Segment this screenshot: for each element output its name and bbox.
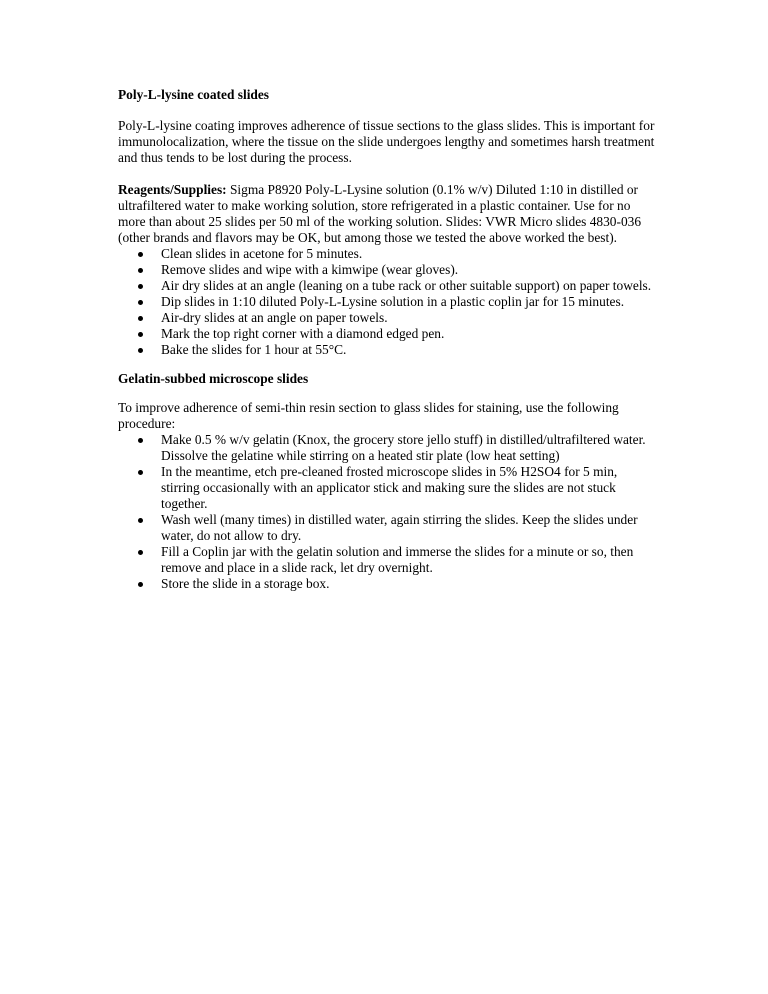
gelatin-steps-list bbox=[118, 432, 658, 592]
list-item-text: Air-dry slides at an angle on paper towels. bbox=[161, 310, 388, 325]
gelatin-intro-paragraph: To improve adherence of semi-thin resin section to glass slides for staining, use the following procedure: bbox=[118, 400, 619, 431]
list-item bbox=[118, 278, 658, 294]
list-item bbox=[118, 432, 658, 464]
list-item bbox=[118, 310, 658, 326]
list-item bbox=[118, 544, 658, 576]
bullet-icon bbox=[138, 252, 143, 257]
reagents-label: Reagents/Supplies: bbox=[118, 182, 227, 197]
list-item-text: Fill a Coplin jar with the gelatin solution and immerse the slides for a minute or so, then remove and place in a slide rack, let dry overnight. bbox=[161, 544, 634, 575]
list-item-text: In the meantime, etch pre-cleaned frosted microscope slides in 5% H2SO4 for 5 min, stirring occasionally with an applicator stick and making sure the slides are not stuck together. bbox=[161, 464, 618, 511]
list-item bbox=[118, 294, 658, 310]
bullet-icon bbox=[138, 284, 143, 289]
poly-l-lysine-intro-paragraph: Poly-L-lysine coating improves adherence of tissue sections to the glass slides. This is important for immunolocalization, where the tissue on the slide undergoes lengthy and sometimes harsh treatment and thus tends to be lost during the process. bbox=[118, 118, 655, 165]
bullet-icon bbox=[138, 348, 143, 353]
list-item bbox=[118, 326, 658, 342]
reagents-paragraph bbox=[118, 182, 658, 246]
list-item-text: Bake the slides for 1 hour at 55°C. bbox=[161, 342, 347, 357]
document-page bbox=[118, 84, 658, 592]
bullet-icon bbox=[138, 316, 143, 321]
list-item-text: Clean slides in acetone for 5 minutes. bbox=[161, 246, 363, 261]
list-item-text: Wash well (many times) in distilled water, again stirring the slides. Keep the slides under water, do not allow to dry. bbox=[161, 512, 638, 543]
bullet-icon bbox=[138, 438, 143, 443]
bullet-icon bbox=[138, 518, 143, 523]
list-item-text: Air dry slides at an angle (leaning on a tube rack or other suitable support) on paper towels. bbox=[161, 278, 652, 293]
list-item-text: Remove slides and wipe with a kimwipe (wear gloves). bbox=[161, 262, 459, 277]
bullet-icon bbox=[138, 332, 143, 337]
list-item bbox=[118, 262, 658, 278]
list-item bbox=[118, 342, 658, 358]
list-item bbox=[118, 512, 658, 544]
bullet-icon bbox=[138, 550, 143, 555]
list-item bbox=[118, 246, 658, 262]
bullet-icon bbox=[138, 268, 143, 273]
list-item-text: Make 0.5 % w/v gelatin (Knox, the grocery store jello stuff) in distilled/ultrafiltered water. Dissolve the gelatine while stirring on a heated stir plate (low heat setting) bbox=[161, 432, 646, 463]
reagents-text: Sigma P8920 Poly-L-Lysine solution (0.1% w/v) Diluted 1:10 in distilled or ultrafiltered water to make working solution, store refrigerated in a plastic container. Use for no more than about 25 slides per 50 ml of the working solution. Slides: VWR Micro slides 4830-036 (other brands and flavors may be OK, but among those we tested the above worked the best). bbox=[118, 182, 642, 245]
bullet-icon bbox=[138, 582, 143, 587]
section-heading-poly-l-lysine: Poly-L-lysine coated slides bbox=[118, 87, 270, 102]
poly-l-lysine-steps-list bbox=[118, 246, 658, 358]
list-item-text: Mark the top right corner with a diamond edged pen. bbox=[161, 326, 445, 341]
section-heading-gelatin-subbed: Gelatin-subbed microscope slides bbox=[118, 371, 309, 386]
list-item bbox=[118, 464, 658, 512]
bullet-icon bbox=[138, 300, 143, 305]
list-item bbox=[118, 576, 658, 592]
list-item-text: Dip slides in 1:10 diluted Poly-L-Lysine solution in a plastic coplin jar for 15 minutes. bbox=[161, 294, 625, 309]
bullet-icon bbox=[138, 470, 143, 475]
list-item-text: Store the slide in a storage box. bbox=[161, 576, 330, 591]
